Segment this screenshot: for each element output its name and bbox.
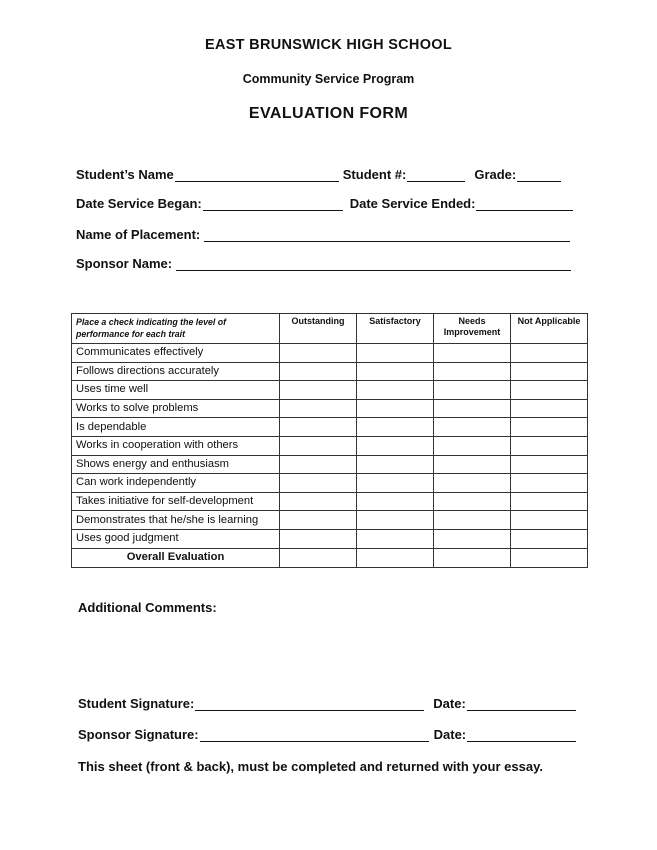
student-signature-row	[78, 696, 576, 711]
table-row	[72, 362, 588, 381]
trait-label: Uses time well	[72, 381, 280, 400]
overall-evaluation-label: Overall Evaluation	[72, 548, 280, 567]
check-cell[interactable]	[357, 399, 434, 418]
trait-label: Follows directions accurately	[72, 362, 280, 381]
table-row	[72, 344, 588, 363]
check-cell[interactable]	[357, 418, 434, 437]
school-name: EAST BRUNSWICK HIGH SCHOOL	[204, 37, 453, 53]
student-name-label: Student’s Name	[76, 167, 174, 182]
placement-label: Name of Placement:	[76, 227, 201, 242]
student-date-label: Date:	[433, 696, 466, 711]
check-cell[interactable]	[511, 511, 588, 530]
student-number-label: Student #:	[342, 167, 407, 182]
student-name-blank[interactable]	[175, 169, 339, 182]
check-cell[interactable]	[357, 381, 434, 400]
table-row	[72, 455, 588, 474]
check-cell[interactable]	[511, 492, 588, 511]
check-cell[interactable]	[280, 344, 357, 363]
check-cell[interactable]	[511, 529, 588, 548]
table-row	[72, 529, 588, 548]
table-row	[72, 492, 588, 511]
sponsor-date-blank[interactable]	[467, 729, 576, 742]
student-signature-blank[interactable]	[195, 698, 424, 711]
check-cell[interactable]	[280, 548, 357, 567]
check-cell[interactable]	[357, 492, 434, 511]
trait-label: Shows energy and enthusiasm	[72, 455, 280, 474]
check-cell[interactable]	[434, 548, 511, 567]
check-cell[interactable]	[280, 436, 357, 455]
overall-evaluation-row	[72, 548, 588, 567]
check-cell[interactable]	[511, 344, 588, 363]
trait-label: Demonstrates that he/she is learning	[72, 511, 280, 530]
table-instruction: Place a check indicating the level of performance for each trait	[72, 314, 280, 344]
check-cell[interactable]	[280, 474, 357, 493]
check-cell[interactable]	[434, 418, 511, 437]
check-cell[interactable]	[357, 529, 434, 548]
check-cell[interactable]	[434, 455, 511, 474]
check-cell[interactable]	[280, 362, 357, 381]
sponsor-row	[76, 256, 571, 271]
check-cell[interactable]	[357, 436, 434, 455]
check-cell[interactable]	[280, 529, 357, 548]
check-cell[interactable]	[511, 436, 588, 455]
placement-row	[76, 227, 570, 242]
student-number-blank[interactable]	[407, 169, 465, 182]
table-row	[72, 381, 588, 400]
table-row	[72, 474, 588, 493]
column-header-satisfactory: Satisfactory	[357, 314, 434, 344]
trait-label: Works to solve problems	[72, 399, 280, 418]
grade-label: Grade:	[474, 167, 517, 182]
trait-label: Uses good judgment	[72, 529, 280, 548]
check-cell[interactable]	[511, 399, 588, 418]
trait-label: Works in cooperation with others	[72, 436, 280, 455]
sponsor-name-blank[interactable]	[176, 258, 571, 271]
table-header-row	[72, 314, 588, 344]
check-cell[interactable]	[357, 548, 434, 567]
check-cell[interactable]	[434, 399, 511, 418]
placement-blank[interactable]	[204, 229, 570, 242]
student-info-row	[76, 167, 561, 182]
additional-comments-label: Additional Comments:	[78, 600, 217, 615]
check-cell[interactable]	[434, 474, 511, 493]
sponsor-signature-blank[interactable]	[200, 729, 429, 742]
check-cell[interactable]	[280, 399, 357, 418]
check-cell[interactable]	[357, 362, 434, 381]
sponsor-signature-label: Sponsor Signature:	[78, 727, 199, 742]
student-signature-label: Student Signature:	[78, 696, 195, 711]
table-row	[72, 436, 588, 455]
service-dates-row	[76, 196, 573, 211]
table-row	[72, 399, 588, 418]
grade-blank[interactable]	[517, 169, 561, 182]
trait-label: Is dependable	[72, 418, 280, 437]
check-cell[interactable]	[280, 492, 357, 511]
evaluation-table	[71, 313, 588, 568]
footer-note: This sheet (front & back), must be completed and returned with your essay.	[78, 759, 543, 774]
check-cell[interactable]	[280, 455, 357, 474]
check-cell[interactable]	[511, 418, 588, 437]
program-name: Community Service Program	[242, 72, 415, 86]
check-cell[interactable]	[357, 455, 434, 474]
check-cell[interactable]	[434, 381, 511, 400]
check-cell[interactable]	[434, 511, 511, 530]
column-header-outstanding: Outstanding	[280, 314, 357, 344]
table-row	[72, 511, 588, 530]
check-cell[interactable]	[434, 529, 511, 548]
check-cell[interactable]	[434, 492, 511, 511]
student-date-blank[interactable]	[467, 698, 576, 711]
form-title: EVALUATION FORM	[248, 105, 409, 122]
check-cell[interactable]	[357, 344, 434, 363]
check-cell[interactable]	[357, 474, 434, 493]
check-cell[interactable]	[434, 344, 511, 363]
check-cell[interactable]	[511, 381, 588, 400]
date-ended-label: Date Service Ended:	[349, 196, 476, 211]
date-ended-blank[interactable]	[476, 198, 573, 211]
sponsor-signature-row	[78, 727, 576, 742]
date-began-label: Date Service Began:	[76, 196, 202, 211]
column-header-needs-improvement: Needs Improvement	[434, 314, 511, 344]
column-header-not-applicable: Not Applicable	[511, 314, 588, 344]
check-cell[interactable]	[511, 548, 588, 567]
check-cell[interactable]	[280, 418, 357, 437]
sponsor-name-label: Sponsor Name:	[76, 256, 173, 271]
check-cell[interactable]	[280, 511, 357, 530]
trait-label: Takes initiative for self-development	[72, 492, 280, 511]
trait-label: Can work independently	[72, 474, 280, 493]
check-cell[interactable]	[511, 455, 588, 474]
check-cell[interactable]	[357, 511, 434, 530]
table-row	[72, 418, 588, 437]
check-cell[interactable]	[434, 362, 511, 381]
date-began-blank[interactable]	[203, 198, 343, 211]
check-cell[interactable]	[280, 381, 357, 400]
check-cell[interactable]	[434, 436, 511, 455]
trait-label: Communicates effectively	[72, 344, 280, 363]
check-cell[interactable]	[511, 474, 588, 493]
sponsor-date-label: Date:	[433, 727, 467, 742]
check-cell[interactable]	[511, 362, 588, 381]
